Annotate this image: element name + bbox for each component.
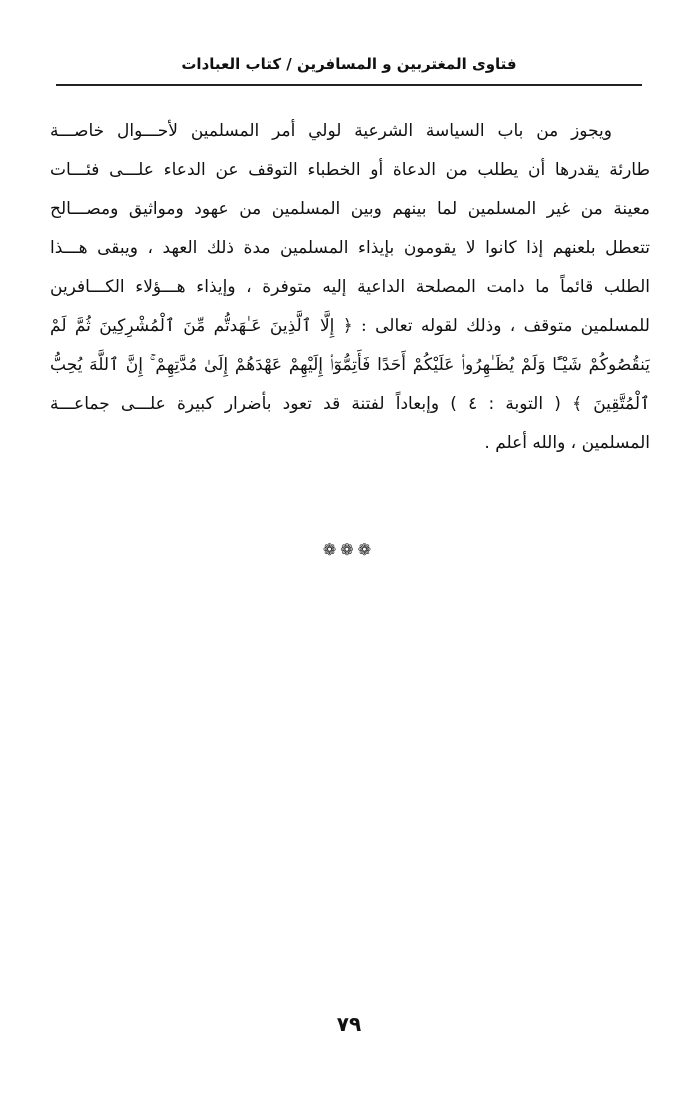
running-header: فتاوى المغتربين و المسافرين / كتاب العبادات [181, 55, 517, 73]
text-line: الطلب قائماً ما دامت المصلحة الداعية إليه متوفرة ، وإيذاء هـــؤلاء الكـــافرين [50, 277, 650, 297]
quran-verse-line: يَنقُصُوكُمْ شَيْـًٔا وَلَمْ يُظَـٰهِرُوا۟ عَلَيْكُمْ أَحَدًا فَأَتِمُّوٓا۟ إِلَيْهِمْ عَهْدَهُمْ إِلَىٰ مُدَّتِهِمْ ۚ إِنَّ ٱللَّهَ يُحِبُّ [50, 355, 650, 375]
text-line: معينة من غير المسلمين لما بينهم وبين المسلمين من عهود ومواثيق ومصـــالح [50, 199, 650, 219]
text-line: طارئة يقدرها أن يطلب من الدعاة أو الخطباء التوقف عن الدعاء علـــى فئـــات [50, 160, 650, 180]
fatwa-body [50, 112, 650, 463]
text-line: ٱلْمُتَّقِينَ ﴾ ( التوبة : ٤ ) وإبعاداً لفتنة قد تعود بأضرار كبيرة علـــى جماعـــة [50, 394, 650, 414]
section-ornament-icon: ❁❁❁ [322, 540, 376, 559]
quran-verse-line: للمسلمين متوقف ، وذلك لقوله تعالى : ﴿ إِلَّا ٱلَّذِينَ عَـٰهَدتُّم مِّنَ ٱلْمُشْرِكِينَ ثُمَّ لَمْ [50, 316, 650, 336]
text-line: ويجوز من باب السياسة الشرعية لولي أمر المسلمين لأحـــوال خاصـــة [50, 121, 612, 141]
text-line-last: المسلمين ، والله أعلم . [484, 433, 650, 453]
text-line: تتعطل بلعنهم إذا كانوا لا يقومون بإيذاء المسلمين مدة ذلك العهد ، ويبقى هـــذا [50, 238, 650, 258]
header-rule [56, 84, 642, 86]
page-number: ٧٩ [336, 1012, 362, 1036]
